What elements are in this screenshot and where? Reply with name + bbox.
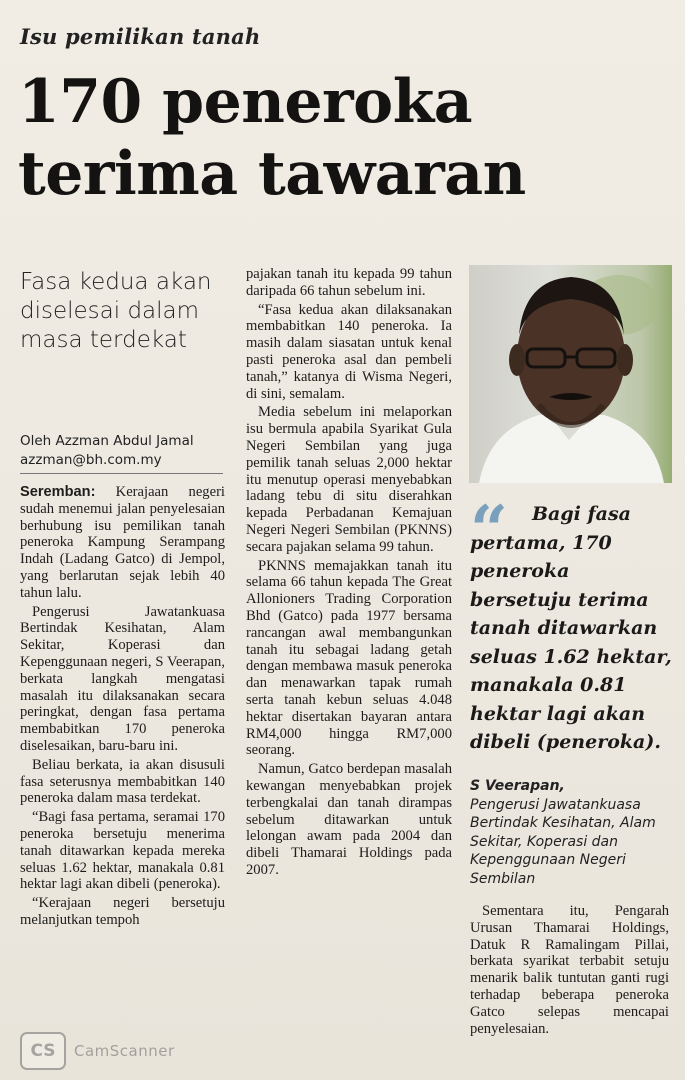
paragraph: Beliau berkata, ia akan disusuli fasa seterusnya membabitkan 140 peneroka dalam masa terdekat. (20, 756, 225, 807)
paragraph: Namun, Gatco berdepan masalah kewangan menyebabkan projek terbengkalai dan tanah dirampas sebelum ditawarkan untuk lelongan awam pada 2004 dan dibeli Thamarai Holdings pada 2007. (246, 761, 452, 878)
speaker-name: S Veerapan, (470, 778, 565, 794)
paragraph: “Bagi fasa pertama, seramai 170 peneroka bersetuju menerima tanah ditawarkan kepada mereka seluas 1.62 hektar, manakala 0.81 hektar lagi akan dibeli (peneroka). (20, 809, 225, 893)
byline-divider (20, 473, 223, 474)
portrait-illustration (469, 265, 672, 483)
paragraph: “Kerajaan negeri bersetuju melanjutkan tempoh (20, 895, 225, 928)
byline-author: Oleh Azzman Abdul Jamal (20, 433, 194, 449)
portrait-photo (469, 265, 672, 483)
byline (20, 432, 225, 470)
article-column-1 (20, 484, 225, 931)
headline-line-1: 170 peneroka (18, 67, 473, 137)
watermark-text: CamScanner (74, 1042, 175, 1060)
dateline: Seremban: (20, 484, 96, 500)
headline (18, 66, 668, 210)
scanner-watermark (20, 1032, 175, 1070)
paragraph: Pengerusi Jawatankuasa Bertindak Kesihatan, Alam Sekitar, Koperasi dan Kepenggunaan negeri, S Veerapan, berkata langkah mengatasi masalah itu dilaksanakan secara peringkat, dengan fasa pertama membabitkan 170 peneroka diselesaikan, baru-baru ini. (20, 603, 225, 754)
paragraph: “Fasa kedua akan dilaksanakan membabitkan 140 peneroka. Ia masih dalam siasatan untuk kenal pasti peneroka asal dan pembeli tanah,” katanya di Wisma Negeri, di sini, semalam. (246, 301, 452, 402)
paragraph: PKNNS memajakkan tanah itu selama 66 tahun kepada The Great Allonioners Trading Corporation Bhd (Gatco) pada 1977 bersama rancangan awal membangunkan tanah itu sebagai ladang getah dengan membawa masuk peneroka dan menawarkan tapak rumah serta tanah kebun seluas 4.048 hektar disertakan bayaran antara RM4,000 hingga RM7,000 seorang. (246, 557, 452, 759)
pull-quote: Bagi fasa pertama, 170 peneroka bersetuju terima tanah ditawarkan seluas 1.62 hektar, manakala 0.81 hektar lagi akan dibeli (peneroka). (470, 503, 672, 753)
deck-subheading: Fasa kedua akan diselesai dalam masa terdekat (20, 269, 212, 353)
article-column-2 (246, 266, 452, 881)
speaker-title: Pengerusi Jawatankuasa Bertindak Kesihatan, Alam Sekitar, Koperasi dan Kepenggunaan Negeri Sembilan (470, 796, 656, 887)
byline-email: azzman@bh.com.my (20, 452, 162, 468)
paragraph: pajakan tanah itu kepada 99 tahun daripada 66 tahun sebelum ini. (246, 266, 452, 299)
headline-line-2: terima tawaran (18, 139, 526, 209)
kicker: Isu pemilikan tanah (20, 24, 261, 49)
paragraph: Media sebelum ini melaporkan isu bermula apabila Syarikat Gula Negeri Sembilan yang juga pemilik tanah seluas 2,000 hektar itu menutup operasi menyebabkan ladang tebu di situ diserahkan kepada Perbadanan Kemajuan Negeri Negeri Sembilan (PKNNS) secara pajakan selama 99 tahun. (246, 404, 452, 555)
paragraph: Sementara itu, Pengarah Urusan Thamarai Holdings, Datuk R Ramalingam Pillai, berkata syarikat terbabit setuju menarik balik tuntutan ganti rugi terhadap beberapa peneroka Gatco selepas mencapai penyelesaian. (470, 903, 669, 1037)
camscanner-logo-icon: CS (20, 1032, 66, 1070)
pull-quote-attribution (470, 777, 670, 888)
article-column-3 (470, 903, 669, 1039)
paragraph: Seremban: Kerajaan negeri sudah menemui jalan penyelesaian berhubung isu pemilikan tanah peneroka Kampung Serampang Indah (Ladang Gatco) di Jempol, yang berlarutan sejak lebih 40 tahun lalu. (20, 484, 225, 601)
quote-mark-icon: “ (470, 491, 508, 569)
